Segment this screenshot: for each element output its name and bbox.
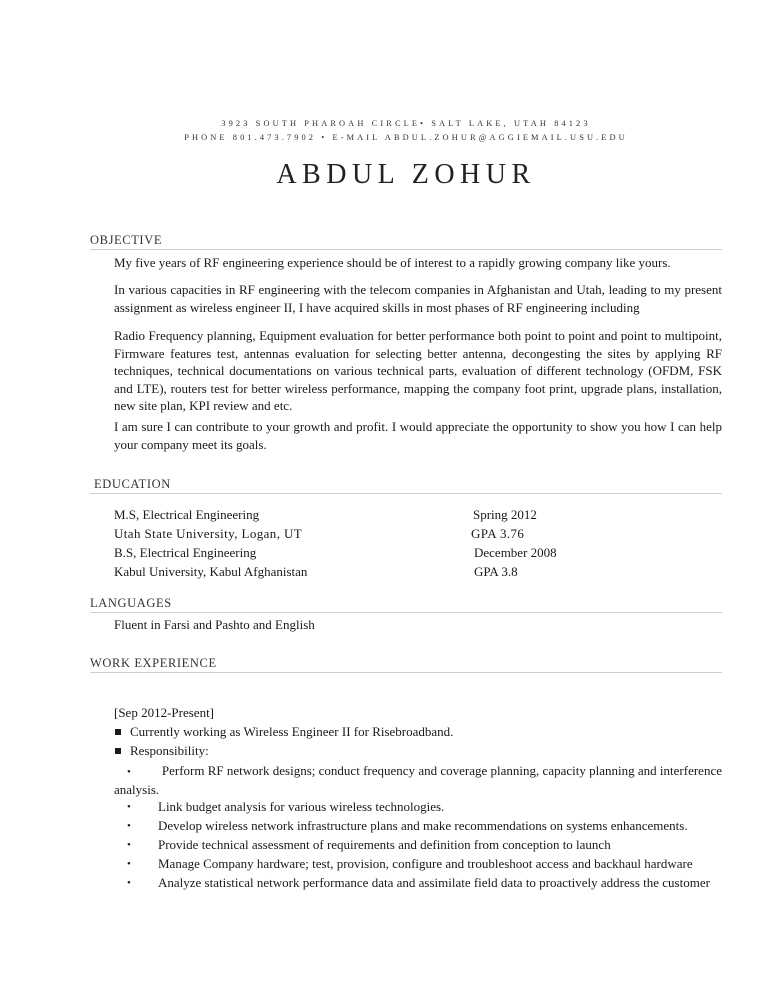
education-school: Kabul University, Kabul Afghanistan — [114, 564, 308, 579]
education-gpa: GPA 3.8 — [474, 564, 518, 579]
education-row — [114, 563, 307, 581]
duty-text: Manage Company hardware; test, provision, configure and troubleshoot access and backhaul hardware — [158, 856, 693, 871]
duty-text: Provide technical assessment of requirements and definition from conception to launch — [158, 837, 611, 852]
bullet-dot-icon: • — [127, 877, 131, 889]
duty-item — [114, 762, 722, 799]
address-line: 3923 SOUTH PHAROAH CIRCLE• SALT LAKE, UTAH 84123 — [221, 119, 591, 128]
languages-text: Fluent in Farsi and Pashto and English — [114, 617, 315, 632]
languages-heading: LANGUAGES — [90, 596, 722, 613]
education-date: Spring 2012 — [473, 507, 537, 522]
duty-text: Develop wireless network infrastructure plans and make recommendations on systems enhancements. — [158, 818, 688, 833]
objective-section — [90, 233, 722, 250]
candidate-name: ABDUL ZOHUR — [276, 159, 536, 190]
bullet-dot-icon: • — [127, 820, 131, 832]
work-heading: WORK EXPERIENCE — [90, 656, 722, 673]
education-degree: B.S, Electrical Engineering — [114, 545, 257, 560]
duty-text: Link budget analysis for various wireless technologies. — [158, 799, 445, 814]
languages-section — [90, 596, 722, 613]
duty-text: Perform RF network designs; conduct frequency and coverage planning, capacity planning and interference analysis. — [114, 763, 722, 797]
education-section — [90, 477, 722, 494]
education-row — [114, 544, 256, 562]
education-degree: M.S, Electrical Engineering — [114, 507, 260, 522]
objective-paragraph-4: I am sure I can contribute to your growth and profit. I would appreciate the opportunity to show you how I can help your company meet its goals. — [114, 419, 722, 452]
work-bullet: Currently working as Wireless Engineer II for Risebroadband. — [130, 724, 454, 739]
work-bullet: Responsibility: — [130, 743, 209, 758]
objective-paragraph-3: Radio Frequency planning, Equipment evaluation for better performance both point to point and point to multipoint, Firmware features test, antennas evaluation for selecting better antenna, decongesting the sites by applying RF techniques, technical documentations on various technical parts, evaluation of different technology (OFDM, FSK and LTE), routers test for better wireless performance, mapping the company foot print, upgrade plans, installation, new site plan, KPI review and etc. — [114, 328, 722, 414]
bullet-dot-icon: • — [127, 839, 131, 851]
education-heading: EDUCATION — [90, 477, 722, 494]
bullet-dot-icon: • — [127, 766, 131, 778]
duty-text: Analyze statistical network performance data and assimilate field data to proactively address the customer — [158, 875, 710, 890]
objective-paragraph-1: My five years of RF engineering experience should be of interest to a rapidly growing company like yours. — [114, 255, 671, 270]
objective-paragraph-2: In various capacities in RF engineering with the telecom companies in Afghanistan and Utah, leading to my present assignment as wireless engineer II, I have acquired skills in most phases of RF engineering including — [114, 282, 722, 315]
education-row — [114, 525, 302, 543]
work-period: [Sep 2012-Present] — [114, 705, 215, 720]
square-bullet-icon — [115, 729, 121, 735]
contact-line: PHONE 801.473.7902 • E-MAIL ABDUL.ZOHUR@AGGIEMAIL.USU.EDU — [184, 133, 628, 142]
education-date: December 2008 — [474, 545, 557, 560]
work-section — [90, 656, 722, 673]
objective-heading: OBJECTIVE — [90, 233, 722, 250]
education-school: Utah State University, Logan, UT — [114, 526, 303, 541]
education-row — [114, 506, 259, 524]
square-bullet-icon — [115, 748, 121, 754]
education-gpa: GPA 3.76 — [471, 526, 525, 541]
bullet-dot-icon: • — [127, 858, 131, 870]
bullet-dot-icon: • — [127, 801, 131, 813]
